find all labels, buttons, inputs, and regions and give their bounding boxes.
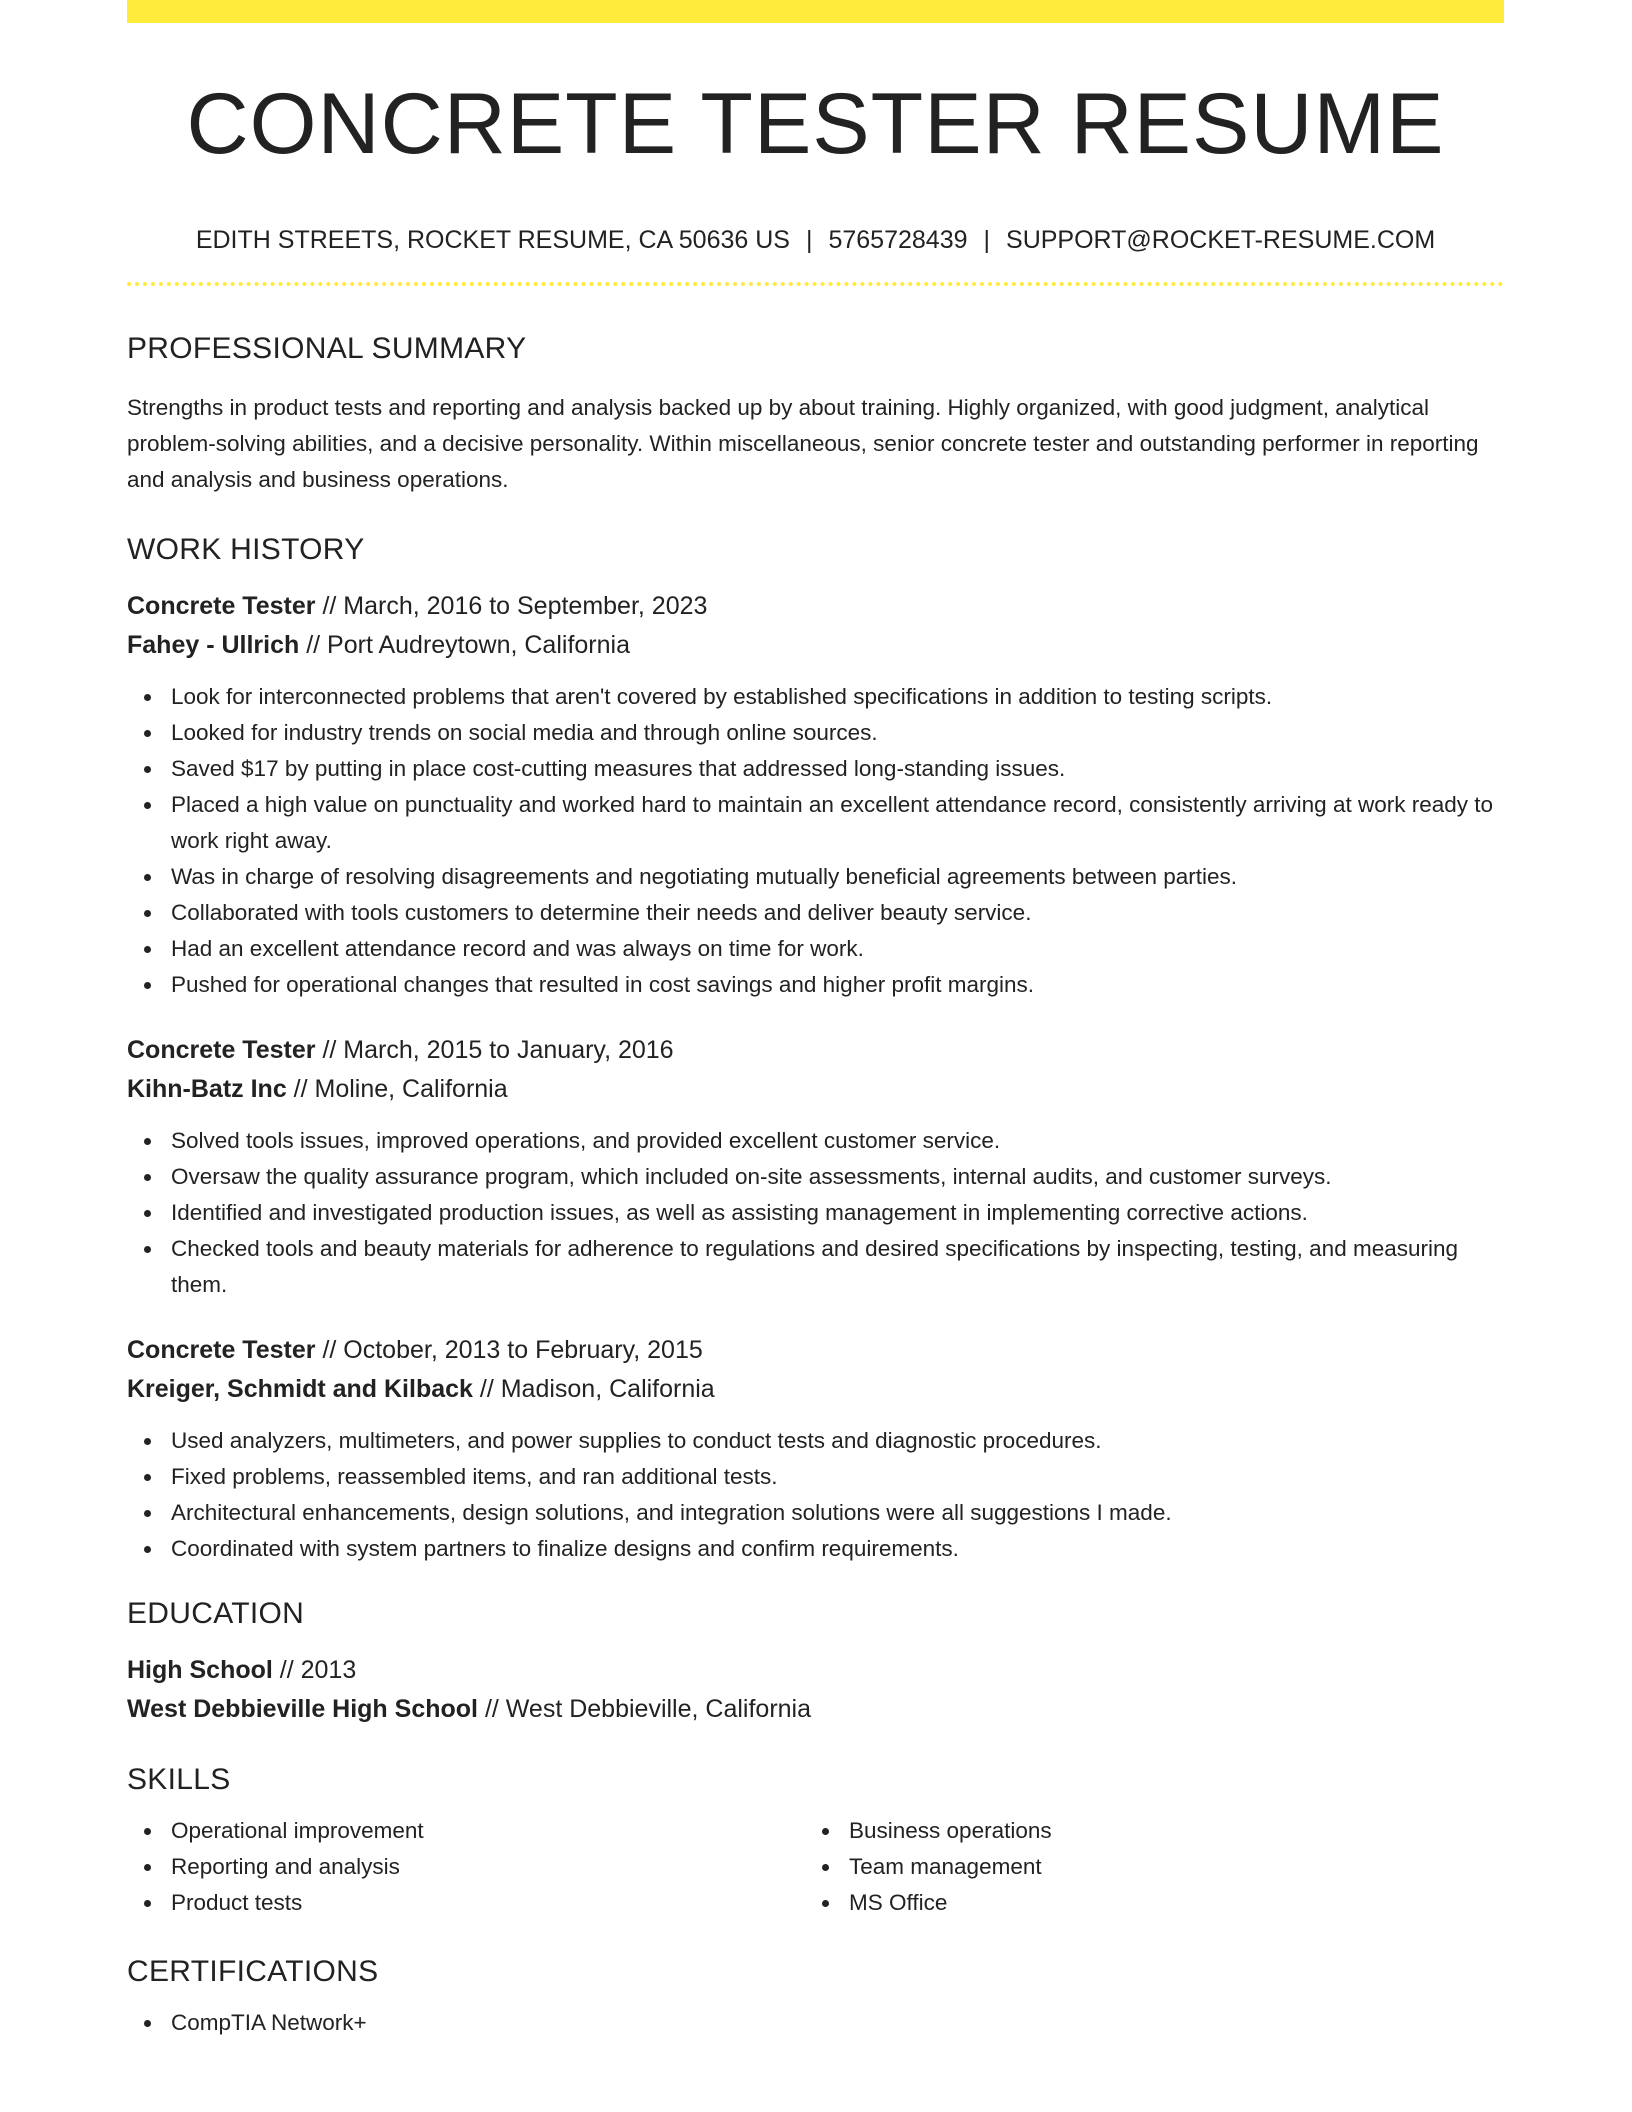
job-bullet-list: [127, 1423, 1504, 1567]
certifications-list: [127, 2005, 1504, 2041]
job-company: Kihn-Batz Inc: [127, 1075, 287, 1103]
job-entry: [127, 587, 1504, 1003]
job-bullet-list: [127, 679, 1504, 1003]
certifications-heading: CERTIFICATIONS: [127, 1955, 379, 1988]
skill-item: Business operations: [805, 1813, 1483, 1849]
list-item: Architectural enhancements, design solutions, and integration solutions were all suggestions I made.: [127, 1495, 1504, 1531]
contact-address: EDITH STREETS, ROCKET RESUME, CA 50636 US: [195, 226, 790, 254]
list-item: Placed a high value on punctuality and worked hard to maintain an excellent attendance record, consistently arriving at work ready to work right away.: [127, 787, 1504, 859]
education-degree: High School: [127, 1656, 273, 1684]
skills-right-list: [805, 1813, 1483, 1921]
job-location: // Port Audreytown, California: [299, 631, 630, 659]
education-entry: [127, 1651, 1504, 1729]
job-role: Concrete Tester: [127, 1036, 316, 1064]
contact-line: [127, 228, 1504, 256]
list-item: Solved tools issues, improved operations, and provided excellent customer service.: [127, 1123, 1504, 1159]
contact-separator: |: [805, 226, 813, 254]
skills-grid: [127, 1813, 1504, 1921]
list-item: Saved $17 by putting in place cost-cutting measures that addressed long-standing issues.: [127, 751, 1504, 787]
job-entry: [127, 1031, 1504, 1303]
job-location: // Madison, California: [472, 1375, 715, 1403]
certification-item: CompTIA Network+: [127, 2005, 1504, 2041]
job-company-line: [127, 1070, 1504, 1109]
job-entry: [127, 1331, 1504, 1567]
skill-item: Operational improvement: [127, 1813, 805, 1849]
work-history-heading: WORK HISTORY: [127, 533, 365, 566]
resume-title: CONCRETE TESTER RESUME: [186, 76, 1445, 172]
contact-phone: 5765728439: [828, 226, 968, 254]
skill-item: MS Office: [805, 1885, 1483, 1921]
job-company: Fahey - Ullrich: [127, 631, 300, 659]
job-company-line: [127, 626, 1504, 665]
list-item: Pushed for operational changes that resulted in cost savings and higher profit margins.: [127, 967, 1504, 1003]
job-role: Concrete Tester: [127, 592, 316, 620]
education-school: West Debbieville High School: [127, 1695, 478, 1723]
job-role-line: [127, 587, 1504, 626]
list-item: Oversaw the quality assurance program, which included on-site assessments, internal audits, and customer surveys.: [127, 1159, 1504, 1195]
skill-item: Product tests: [127, 1885, 805, 1921]
list-item: Looked for industry trends on social media and through online sources.: [127, 715, 1504, 751]
education-degree-line: [127, 1651, 1504, 1690]
summary-text: Strengths in product tests and reporting and analysis backed up by about training. Highly organized, with good judgment, analytical problem-solving abilities, and a decisive personality. Within miscellaneous, senior concrete tester and outstanding performer in reporting and analysis and business operations.: [127, 395, 1479, 492]
education-year: // 2013: [272, 1656, 357, 1684]
dotted-divider: [127, 282, 1504, 286]
skill-item: Reporting and analysis: [127, 1849, 805, 1885]
list-item: Coordinated with system partners to finalize designs and confirm requirements.: [127, 1531, 1504, 1567]
job-role-line: [127, 1331, 1504, 1370]
contact-separator: |: [983, 226, 991, 254]
list-item: Look for interconnected problems that aren't covered by established specifications in addition to testing scripts.: [127, 679, 1504, 715]
list-item: Collaborated with tools customers to determine their needs and deliver beauty service.: [127, 895, 1504, 931]
job-company-line: [127, 1370, 1504, 1409]
list-item: Checked tools and beauty materials for adherence to regulations and desired specifications by inspecting, testing, and measuring them.: [127, 1231, 1504, 1303]
skills-heading: SKILLS: [127, 1763, 231, 1796]
list-item: Was in charge of resolving disagreements and negotiating mutually beneficial agreements between parties.: [127, 859, 1504, 895]
job-role-line: [127, 1031, 1504, 1070]
education-school-line: [127, 1690, 1504, 1729]
job-dates: // October, 2013 to February, 2015: [315, 1336, 703, 1364]
job-role: Concrete Tester: [127, 1336, 316, 1364]
top-accent-bar: [127, 0, 1504, 23]
job-location: // Moline, California: [286, 1075, 508, 1103]
skills-left-list: [127, 1813, 805, 1921]
list-item: Used analyzers, multimeters, and power supplies to conduct tests and diagnostic procedures.: [127, 1423, 1504, 1459]
job-dates: // March, 2015 to January, 2016: [315, 1036, 674, 1064]
job-bullet-list: [127, 1123, 1504, 1303]
education-location: // West Debbieville, California: [478, 1695, 812, 1723]
job-dates: // March, 2016 to September, 2023: [315, 592, 708, 620]
list-item: Had an excellent attendance record and was always on time for work.: [127, 931, 1504, 967]
contact-email: SUPPORT@ROCKET-RESUME.COM: [1006, 226, 1436, 254]
job-company: Kreiger, Schmidt and Kilback: [127, 1375, 473, 1403]
resume-page: [127, 0, 1504, 2041]
education-heading: EDUCATION: [127, 1597, 305, 1630]
list-item: Identified and investigated production issues, as well as assisting management in implementing corrective actions.: [127, 1195, 1504, 1231]
list-item: Fixed problems, reassembled items, and ran additional tests.: [127, 1459, 1504, 1495]
skill-item: Team management: [805, 1849, 1483, 1885]
summary-heading: PROFESSIONAL SUMMARY: [127, 332, 527, 365]
